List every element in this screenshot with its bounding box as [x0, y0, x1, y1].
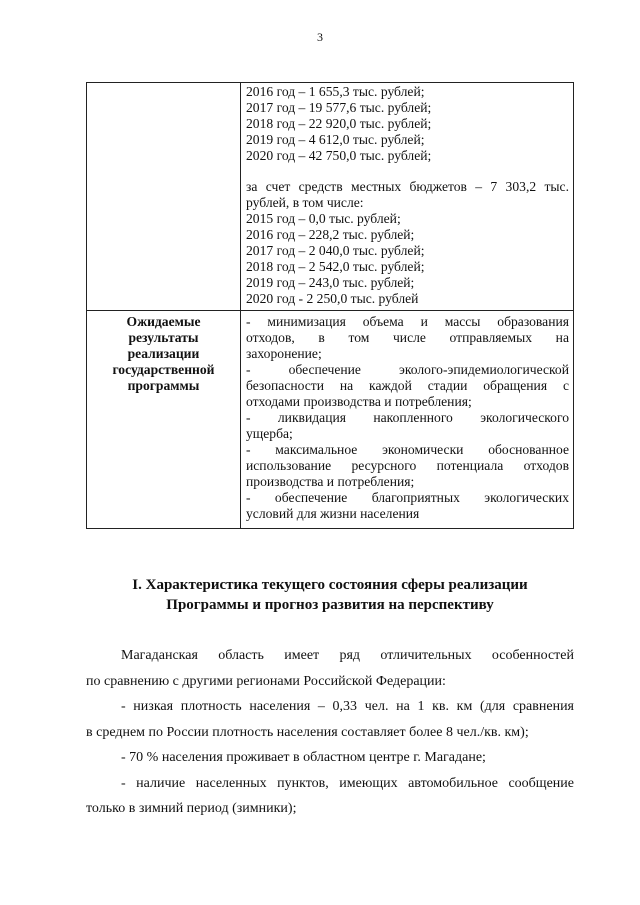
funding-line: 2019 год – 243,0 тыс. рублей;	[246, 275, 415, 290]
row-label-cell	[87, 311, 241, 529]
paragraph: - 70 % населения проживает в областном центре г. Магадане;	[121, 750, 486, 765]
funding-line: 2019 год – 4 612,0 тыс. рублей;	[246, 132, 425, 147]
expected-result-line: - максимальное экономически обоснованное	[246, 442, 569, 457]
expected-result-line: - ликвидация накопленного экологического	[246, 410, 569, 425]
page-number: 3	[317, 30, 323, 44]
expected-results-cell	[241, 311, 574, 529]
program-passport-table	[86, 82, 574, 529]
expected-result-line: условий для жизни населения	[246, 506, 420, 521]
funding-line: 2020 год - 2 250,0 тыс. рублей	[246, 291, 419, 306]
funding-line: 2018 год – 22 920,0 тыс. рублей;	[246, 116, 432, 131]
expected-result-line: безопасности на каждой стадии обращения с	[246, 378, 569, 393]
paragraph: - наличие населенных пунктов, имеющих автомобильное сообщение	[121, 775, 574, 791]
row-label-cell	[87, 83, 241, 311]
expected-result-line: отходов, в том числе отправляемых на	[246, 330, 569, 345]
expected-result-line: ущерба;	[246, 426, 293, 441]
paragraph: - низкая плотность населения – 0,33 чел. на 1 кв. км (для сравнения	[121, 699, 574, 714]
expected-result-line: - минимизация объема и массы образования	[246, 314, 569, 329]
funding-cell	[241, 83, 574, 311]
funding-line: 2016 год – 1 655,3 тыс. рублей;	[246, 84, 425, 99]
expected-result-line: отходами производства и потребления;	[246, 394, 472, 409]
expected-result-line: производства и потребления;	[246, 474, 415, 489]
funding-line: 2015 год – 0,0 тыс. рублей;	[246, 211, 401, 226]
local-budget-intro-cont: рублей, в том числе:	[246, 195, 364, 210]
table-row	[87, 311, 574, 529]
paragraph-cont: в среднем по России плотность населения составляет более 8 чел./кв. км);	[86, 724, 529, 740]
expected-result-line: захоронение;	[246, 346, 322, 361]
expected-results-label: Ожидаемые результаты реализации государственной программы	[112, 314, 215, 393]
table-row	[87, 83, 574, 311]
paragraph-cont: по сравнению с другими регионами Российской Федерации:	[86, 673, 446, 689]
funding-line: 2020 год – 42 750,0 тыс. рублей;	[246, 148, 432, 163]
section-title: I. Характеристика текущего состояния сферы реализации Программы и прогноз развития на перспективу	[132, 577, 528, 613]
funding-line: 2017 год – 2 040,0 тыс. рублей;	[246, 243, 425, 258]
expected-result-line: - обеспечение эколого-эпидемиологической	[246, 362, 569, 377]
funding-line: 2018 год – 2 542,0 тыс. рублей;	[246, 259, 425, 274]
expected-result-line: использование ресурсного потенциала отходов	[246, 458, 569, 473]
body-text	[86, 643, 574, 822]
expected-result-line: - обеспечение благоприятных экологических	[246, 490, 569, 505]
paragraph: Магаданская область имеет ряд отличительных особенностей	[121, 648, 574, 663]
funding-line: 2017 год – 19 577,6 тыс. рублей;	[246, 100, 432, 115]
paragraph-cont: только в зимний период (зимники);	[86, 801, 297, 816]
funding-line: 2016 год – 228,2 тыс. рублей;	[246, 227, 415, 242]
local-budget-intro: за счет средств местных бюджетов – 7 303,2 тыс.	[246, 179, 569, 194]
